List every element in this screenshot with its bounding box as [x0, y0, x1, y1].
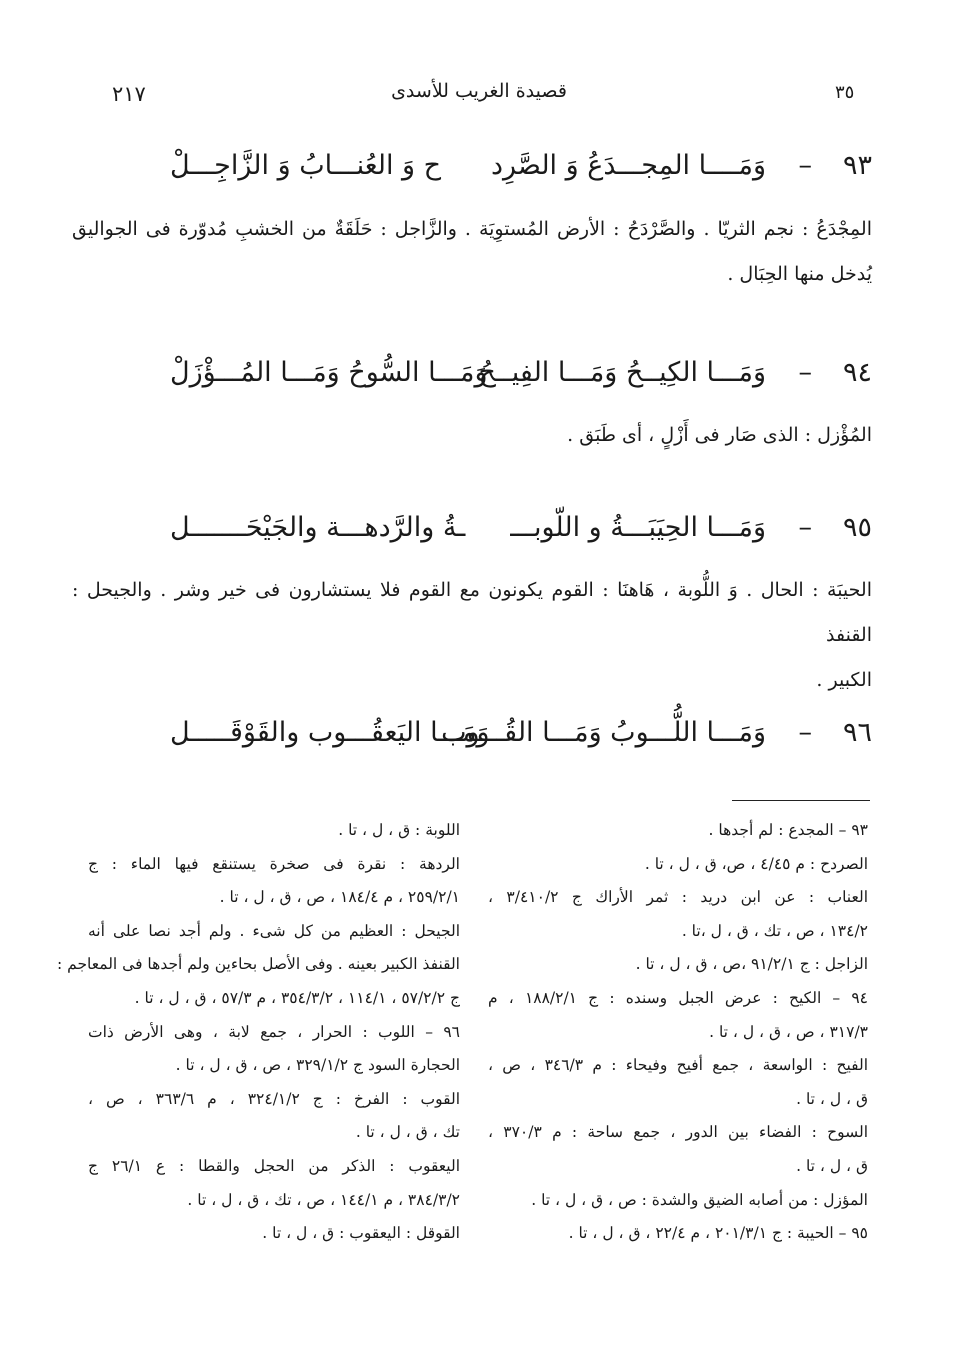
commentary-line: المِجْدَعُ : نجم الثريّا . والصَّرْدَحُ : الأرض المُستوِيَة . والزَّاجل : حَلَقَةٌ من الخشبِ مُدوّرة فى الجواليق — [72, 218, 872, 240]
verse-hemistich-second: وَمَـــا السُّوحُ وَمَـــا المُـــؤْزَلْ — [170, 357, 488, 388]
footnote-line: ٩٥ – الحيبة : ج ٢٠١/٣/١ ، م ٢٢/٤ ، ق ، ل ، تا . — [568, 1224, 868, 1243]
commentary-line: الكبير . — [816, 669, 872, 691]
verse-hemistich-first: وَمَــــا المِجـــدَعُ وَ الصَّرِد — [491, 150, 766, 181]
commentary-line: الحيبَة : الحال . وَ اللُّوبة ، هَاهنَا : القوم يكونون مع القوم فلا يستشارون فى خير وشر . والجيحل : القنفذ — [72, 579, 872, 646]
verse-hemistich-second: ـةُ والرَّدهـــة والجَيْحَـــــــل — [170, 512, 466, 543]
footnote-line: الفيح : الواسعة ، جمع أفيح وفيحاء : م ٣٤٦/٣ ، ص ، — [488, 1056, 868, 1075]
verse-dash: – — [798, 717, 812, 748]
verse-number: ٩٤ — [842, 357, 872, 388]
footnote-line: ق ، ل ، تا . — [796, 1156, 868, 1175]
footnote-line: الردهة : نقرة فى صخرة يستنقع فيها الماء : ج — [88, 854, 460, 873]
footnote-line: ١٣٤/٢ ، ص ، تك ، ق ، ل ،تا . — [681, 921, 868, 940]
footnote-line: اليعقوب : الذكر من الحجل والقطا : ع ٢٦/١ ج — [88, 1156, 460, 1175]
footnote-line: الحجارة السود ج ٣٢٩/١/٢ ، ص ، ق ، ل ، تا . — [175, 1056, 460, 1075]
footnote-line: الزاجل : ج ٩١/٢/١ ،ص ، ق ، ل ، تا . — [635, 955, 868, 974]
running-title: قصيدة الغريب للأسدى — [391, 80, 567, 102]
footnote-line: ٣١٧/٣ ، ص ، ق ، ل ، تا . — [709, 1022, 868, 1041]
verse-dash: – — [798, 357, 812, 388]
footnote-line: السوح : الفضاء بين الدور ، جمع ساحة : م ٣٧٠/٣ ، — [488, 1123, 869, 1142]
verse-hemistich-second: ح وَ العُنـــابُ وَ الزَّاجِـــلْ — [170, 150, 442, 181]
verse-dash: – — [798, 512, 812, 543]
footnote-line: ٩٣ – المجدع : لم أجدها . — [708, 821, 868, 839]
verse-95 — [150, 510, 872, 560]
verse-93-commentary — [72, 207, 872, 297]
footnote-line: ٣٨٤/٣/٢ ، م ١٤٤/١ ، ص ، تك ، ق ، ل ، تا . — [187, 1190, 460, 1209]
verse-95-commentary — [72, 568, 872, 703]
footnote-separator — [732, 800, 870, 801]
commentary-line: يُدخل منها الحِبَال . — [727, 263, 872, 285]
verse-hemistich-first: وَمَـــا اللُّـــوبُ وَمَـــا القُـــوب — [441, 717, 766, 748]
footnote-line: العناب : عن ابن دريد : ثمر الأراك ج ٣/٤١٠/٢ ، — [488, 888, 868, 907]
verse-number: ٩٥ — [842, 512, 872, 543]
footnote-line: ج ٥٧/٢/٢ ، ١١٤/١ ، ٣٥٤/٣/٢ ، م ٥٧/٣ ، ق ، ل ، تا . — [134, 988, 460, 1007]
footnote-line: ٢٥٩/٢/١ ، م ١٨٤/٤ ، ص ، ق ، ل ، تا . — [219, 888, 460, 907]
verse-94 — [150, 355, 872, 405]
verse-hemistich-first: وَمَـــا الحِيَبَـــةُ و اللّوبـــ — [510, 512, 766, 543]
footnotes-left-column — [57, 814, 460, 1251]
footnote-line: المؤزل : من أصابه الضيق والشدة : ص ، ق ، ل ، تا . — [531, 1190, 868, 1209]
footnote-line: الجيحل : العظيم من كل شىء . ولم أجد نصا على أنه — [88, 921, 460, 940]
verse-number: ٩٦ — [842, 717, 872, 748]
page-number-right: ٣٥ — [835, 82, 855, 103]
verse-number: ٩٣ — [842, 150, 872, 181]
commentary-line: المُؤْزل : الذى صَار فى أَزْلٍ ، أى طَبَق . — [567, 424, 872, 446]
footnote-line: ٩٤ – الكيح : عرض الجبل وسنده : ج ١٨٨/٢/١ ، م — [488, 988, 868, 1007]
footnote-line: الصردح : م ٤/٤٥ ، ص، ق ، ل ، تا . — [644, 854, 868, 873]
footnote-line: القوقل : اليعقوب : ق ، ل ، تا . — [262, 1224, 460, 1243]
footnote-line: اللوبة : ق ، ل ، تا . — [338, 821, 460, 839]
verse-hemistich-second: وَمَـــا اليَعقُـــوب والقَوْقَـــــل — [170, 717, 490, 748]
footnote-line: ق ، ل ، تا . — [796, 1089, 868, 1108]
footnotes-right-column — [488, 814, 868, 1251]
footnote-line: تك ، ق ، ل ، تا . — [355, 1123, 460, 1142]
footnote-line: القوب : الفرخ : ج ٣٢٤/١/٢ ، م ٣٦٣/٦ ، ص ، — [88, 1089, 460, 1108]
footnote-line: القنفذ الكبير بعينه . وفى الأصل بحاءين ولم أجدها فى المعاجم : — [57, 955, 460, 974]
verse-hemistich-first: وَمَـــا الكِيــحُ وَمَـــا الفِيــحُ — [478, 357, 766, 388]
footnote-line: ٩٦ – اللوب : الحرار ، جمع لابة ، وهى الأرض ذات — [88, 1022, 460, 1041]
verse-dash: – — [798, 150, 812, 181]
verse-93 — [150, 148, 872, 198]
verse-94-commentary — [72, 413, 872, 458]
verse-96 — [150, 715, 872, 765]
page-number-left: ٢١٧ — [112, 82, 146, 106]
